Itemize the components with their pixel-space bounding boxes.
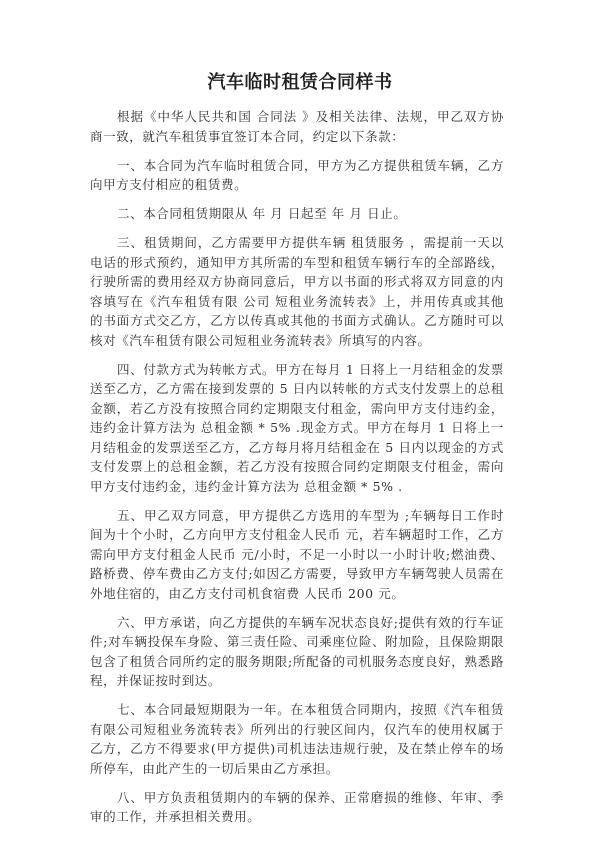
paragraph-clause-8: 八、甲方负责租赁期内的车辆的保养、正常磨损的维修、年审、季审的工作，并承担相关费用。 xyxy=(90,789,504,824)
document-body xyxy=(90,107,504,836)
paragraph-clause-4: 四、付款方式为转帐方式。甲方在每月 1 日将上一月结租金的发票送至乙方，乙方需在接到发票的 5 日内以转帐的方式支付发票上的总租金额，若乙方没有按照合同约定期限支付租金，需向甲方支付违约金，违约金计算方法为 总租金额 * 5% .现金方式。甲方在每月 1 日将上一月结租金的发票送至乙方，乙方每月将月结租金在 5 日内以现金的方式支付发票上的总租金额，若乙方没有按照合同约定期限支付租金，需向甲方支付违约金，违约金计算方法为 总租金额 * 5% . xyxy=(90,361,504,494)
paragraph-clause-1: 一、本合同为汽车临时租赁合同，甲方为乙方提供租赁车辆，乙方向甲方支付相应的租赁费。 xyxy=(90,157,504,192)
paragraph-clause-6: 六、甲方承诺，向乙方提供的车辆车况状态良好;提供有效的行车证件;对车辆投保车身险、第三责任险、司乘座位险、附加险，且保险期限包含了租赁合同所约定的服务期限;所配备的司机服务态度良好，熟悉路程，并保证按时到达。 xyxy=(90,614,504,688)
paragraph-clause-5: 五、甲乙双方同意，甲方提供乙方选用的车型为 ;车辆每日工作时间为十个小时，乙方向甲方支付租金人民币 元，若车辆超时工作，乙方需向甲方支付租金人民币 元/小时，不足一小时以一小时计收;燃油费、路桥费、停车费由乙方支付;如因乙方需要，导致甲方车辆驾驶人员需在外地住宿的，由乙方支付司机食宿费 人民币 200 元。 xyxy=(90,507,504,601)
paragraph-clause-7: 七、本合同最短期限为一年。在本租赁合同期内，按照《汽车租赁有限公司短租业务流转表》所列出的行驶区间内，仅汽车的使用权属于乙方，乙方不得要求(甲方提供)司机违法违规行驶，及在禁止停车的场所停车，由此产生的一切后果由乙方承担。 xyxy=(90,702,504,776)
document-title: 汽车临时租赁合同样书 xyxy=(207,72,393,93)
paragraph-clause-3: 三、租赁期间，乙方需要甲方提供车辆 租赁服务 ，需提前一天以电话的形式预约，通知甲方其所需的车型和租赁车辆行车的全部路线，行驶所需的费用经双方协商同意后，甲方以书面的形式将双方同意的内容填写在《汽车租赁有限 公司 短租业务流转表》上，并用传真或其他的书面方式交乙方，乙方以传真或其他的书面方式确认。乙方随时可以核对《汽车租赁有限公司短租业务流转表》所填写的内容。 xyxy=(90,235,504,348)
paragraph-clause-2: 二、本合同租赁期限从 年 月 日起至 年 月 日止。 xyxy=(117,206,407,221)
paragraph-preamble: 根据《中华人民共和国 合同法 》及相关法律、法规，甲乙双方协商一致，就汽车租赁事宜签订本合同，约定以下条款： xyxy=(90,109,504,144)
